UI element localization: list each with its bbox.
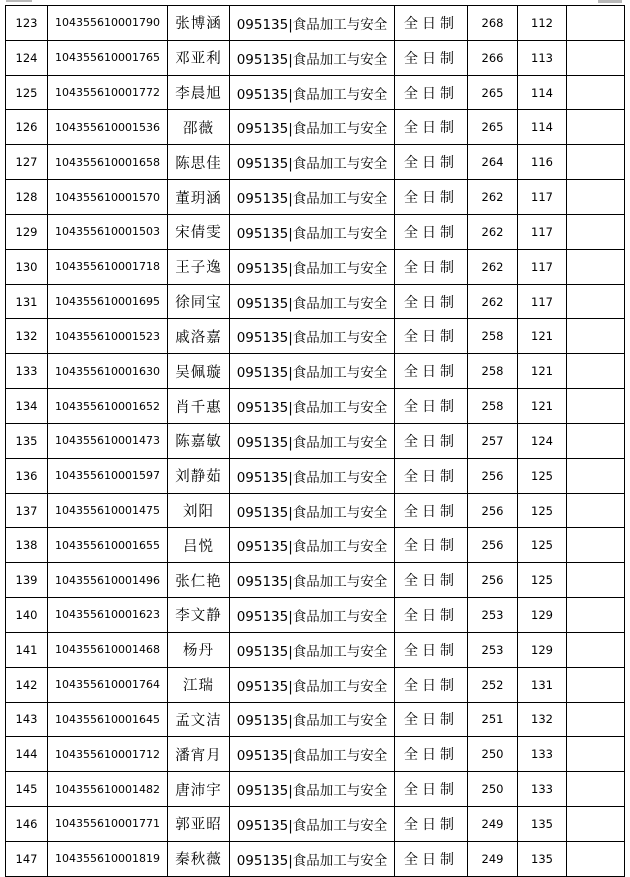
- cell-rank: 114: [518, 110, 567, 145]
- cell-score: 258: [468, 319, 518, 354]
- cell-rank: 133: [518, 737, 567, 772]
- cell-study-mode: 全日制: [395, 458, 468, 493]
- cell-study-mode: 全日制: [395, 528, 468, 563]
- cell-row-number: 131: [6, 284, 48, 319]
- cell-candidate-id: 104355610001652: [48, 389, 168, 424]
- cell-name: 孟文洁: [168, 702, 230, 737]
- cell-note: [567, 598, 625, 633]
- table-row: [6, 145, 625, 180]
- cell-candidate-id: 104355610001772: [48, 75, 168, 110]
- cell-program: 095135|食品加工与安全: [230, 214, 395, 249]
- cell-program: 095135|食品加工与安全: [230, 563, 395, 598]
- cell-rank: 135: [518, 807, 567, 842]
- cell-note: [567, 6, 625, 41]
- cell-rank: 117: [518, 249, 567, 284]
- table-row: [6, 40, 625, 75]
- cell-score: 258: [468, 354, 518, 389]
- cell-program: 095135|食品加工与安全: [230, 180, 395, 215]
- cell-program: 095135|食品加工与安全: [230, 389, 395, 424]
- cell-candidate-id: 104355610001712: [48, 737, 168, 772]
- cell-score: 264: [468, 145, 518, 180]
- cell-name: 吕悦: [168, 528, 230, 563]
- cell-row-number: 147: [6, 841, 48, 876]
- cell-score: 256: [468, 458, 518, 493]
- cell-program: 095135|食品加工与安全: [230, 632, 395, 667]
- table-row: [6, 423, 625, 458]
- admission-list-table: [5, 5, 625, 877]
- cell-study-mode: 全日制: [395, 145, 468, 180]
- cell-row-number: 125: [6, 75, 48, 110]
- cell-program: 095135|食品加工与安全: [230, 6, 395, 41]
- table-row: [6, 284, 625, 319]
- table-row: [6, 841, 625, 876]
- cell-candidate-id: 104355610001475: [48, 493, 168, 528]
- cell-note: [567, 75, 625, 110]
- cell-score: 262: [468, 214, 518, 249]
- cell-study-mode: 全日制: [395, 772, 468, 807]
- cell-rank: 129: [518, 598, 567, 633]
- cell-program: 095135|食品加工与安全: [230, 598, 395, 633]
- cell-note: [567, 145, 625, 180]
- cell-study-mode: 全日制: [395, 423, 468, 458]
- cell-candidate-id: 104355610001658: [48, 145, 168, 180]
- cell-name: 宋倩雯: [168, 214, 230, 249]
- cell-score: 256: [468, 528, 518, 563]
- cell-program: 095135|食品加工与安全: [230, 423, 395, 458]
- cell-program: 095135|食品加工与安全: [230, 40, 395, 75]
- cell-rank: 121: [518, 319, 567, 354]
- table-row: [6, 807, 625, 842]
- cell-name: 唐沛宇: [168, 772, 230, 807]
- cell-note: [567, 632, 625, 667]
- cell-score: 253: [468, 598, 518, 633]
- cell-candidate-id: 104355610001536: [48, 110, 168, 145]
- cell-name: 邵薇: [168, 110, 230, 145]
- cell-study-mode: 全日制: [395, 667, 468, 702]
- cell-note: [567, 110, 625, 145]
- cell-row-number: 127: [6, 145, 48, 180]
- cell-note: [567, 807, 625, 842]
- cell-row-number: 139: [6, 563, 48, 598]
- cell-row-number: 126: [6, 110, 48, 145]
- cell-candidate-id: 104355610001645: [48, 702, 168, 737]
- cell-score: 249: [468, 807, 518, 842]
- table-row: [6, 598, 625, 633]
- cell-row-number: 132: [6, 319, 48, 354]
- cell-candidate-id: 104355610001718: [48, 249, 168, 284]
- cell-candidate-id: 104355610001496: [48, 563, 168, 598]
- cell-candidate-id: 104355610001597: [48, 458, 168, 493]
- cell-note: [567, 458, 625, 493]
- cell-candidate-id: 104355610001482: [48, 772, 168, 807]
- table-row: [6, 772, 625, 807]
- cell-score: 265: [468, 110, 518, 145]
- cell-candidate-id: 104355610001695: [48, 284, 168, 319]
- cell-candidate-id: 104355610001468: [48, 632, 168, 667]
- cell-note: [567, 563, 625, 598]
- cell-rank: 112: [518, 6, 567, 41]
- crop-artifact-right: [598, 0, 622, 3]
- table-row: [6, 249, 625, 284]
- table-row: [6, 458, 625, 493]
- cell-name: 王子逸: [168, 249, 230, 284]
- cell-rank: 121: [518, 354, 567, 389]
- cell-row-number: 130: [6, 249, 48, 284]
- cell-score: 262: [468, 180, 518, 215]
- cell-rank: 121: [518, 389, 567, 424]
- cell-study-mode: 全日制: [395, 737, 468, 772]
- cell-note: [567, 319, 625, 354]
- table-row: [6, 493, 625, 528]
- table-row: [6, 110, 625, 145]
- cell-note: [567, 772, 625, 807]
- table-row: [6, 389, 625, 424]
- cell-program: 095135|食品加工与安全: [230, 737, 395, 772]
- cell-row-number: 124: [6, 40, 48, 75]
- cell-program: 095135|食品加工与安全: [230, 841, 395, 876]
- cell-score: 251: [468, 702, 518, 737]
- cell-row-number: 144: [6, 737, 48, 772]
- cell-score: 253: [468, 632, 518, 667]
- table-row: [6, 6, 625, 41]
- cell-program: 095135|食品加工与安全: [230, 458, 395, 493]
- cell-program: 095135|食品加工与安全: [230, 249, 395, 284]
- cell-row-number: 136: [6, 458, 48, 493]
- table-row: [6, 214, 625, 249]
- cell-candidate-id: 104355610001523: [48, 319, 168, 354]
- cell-program: 095135|食品加工与安全: [230, 528, 395, 563]
- cell-program: 095135|食品加工与安全: [230, 772, 395, 807]
- cell-row-number: 138: [6, 528, 48, 563]
- table-body: [6, 6, 625, 877]
- table-row: [6, 75, 625, 110]
- cell-score: 256: [468, 563, 518, 598]
- cell-study-mode: 全日制: [395, 493, 468, 528]
- cell-row-number: 134: [6, 389, 48, 424]
- cell-rank: 117: [518, 180, 567, 215]
- cell-row-number: 123: [6, 6, 48, 41]
- cell-row-number: 140: [6, 598, 48, 633]
- cell-program: 095135|食品加工与安全: [230, 667, 395, 702]
- cell-rank: 135: [518, 841, 567, 876]
- cell-study-mode: 全日制: [395, 841, 468, 876]
- cell-study-mode: 全日制: [395, 249, 468, 284]
- cell-rank: 117: [518, 214, 567, 249]
- table-row: [6, 632, 625, 667]
- cell-rank: 117: [518, 284, 567, 319]
- cell-candidate-id: 104355610001771: [48, 807, 168, 842]
- cell-program: 095135|食品加工与安全: [230, 702, 395, 737]
- cell-rank: 125: [518, 528, 567, 563]
- cell-score: 265: [468, 75, 518, 110]
- cell-candidate-id: 104355610001790: [48, 6, 168, 41]
- cell-rank: 116: [518, 145, 567, 180]
- cell-rank: 125: [518, 458, 567, 493]
- cell-study-mode: 全日制: [395, 598, 468, 633]
- cell-score: 256: [468, 493, 518, 528]
- cell-note: [567, 667, 625, 702]
- cell-score: 266: [468, 40, 518, 75]
- cell-row-number: 142: [6, 667, 48, 702]
- cell-study-mode: 全日制: [395, 702, 468, 737]
- cell-candidate-id: 104355610001570: [48, 180, 168, 215]
- cell-name: 陈思佳: [168, 145, 230, 180]
- cell-note: [567, 180, 625, 215]
- cell-rank: 129: [518, 632, 567, 667]
- cell-program: 095135|食品加工与安全: [230, 807, 395, 842]
- cell-row-number: 141: [6, 632, 48, 667]
- cell-note: [567, 354, 625, 389]
- cell-name: 肖千惠: [168, 389, 230, 424]
- cell-note: [567, 528, 625, 563]
- cell-name: 张博涵: [168, 6, 230, 41]
- cell-study-mode: 全日制: [395, 807, 468, 842]
- cell-note: [567, 737, 625, 772]
- crop-artifact-left: [6, 0, 32, 2]
- cell-rank: 113: [518, 40, 567, 75]
- cell-study-mode: 全日制: [395, 284, 468, 319]
- cell-row-number: 145: [6, 772, 48, 807]
- cell-row-number: 133: [6, 354, 48, 389]
- cell-name: 吴佩璇: [168, 354, 230, 389]
- cell-row-number: 146: [6, 807, 48, 842]
- cell-study-mode: 全日制: [395, 6, 468, 41]
- table-row: [6, 667, 625, 702]
- cell-program: 095135|食品加工与安全: [230, 493, 395, 528]
- cell-program: 095135|食品加工与安全: [230, 110, 395, 145]
- cell-score: 262: [468, 284, 518, 319]
- cell-row-number: 135: [6, 423, 48, 458]
- cell-rank: 131: [518, 667, 567, 702]
- cell-rank: 125: [518, 493, 567, 528]
- cell-candidate-id: 104355610001623: [48, 598, 168, 633]
- cell-study-mode: 全日制: [395, 180, 468, 215]
- cell-score: 250: [468, 772, 518, 807]
- cell-study-mode: 全日制: [395, 354, 468, 389]
- table-row: [6, 319, 625, 354]
- cell-rank: 125: [518, 563, 567, 598]
- cell-program: 095135|食品加工与安全: [230, 354, 395, 389]
- cell-note: [567, 249, 625, 284]
- cell-candidate-id: 104355610001765: [48, 40, 168, 75]
- cell-rank: 132: [518, 702, 567, 737]
- cell-name: 杨丹: [168, 632, 230, 667]
- table-row: [6, 737, 625, 772]
- cell-name: 江瑞: [168, 667, 230, 702]
- cell-name: 刘静茹: [168, 458, 230, 493]
- cell-study-mode: 全日制: [395, 632, 468, 667]
- cell-rank: 124: [518, 423, 567, 458]
- cell-row-number: 143: [6, 702, 48, 737]
- cell-name: 董玥涵: [168, 180, 230, 215]
- cell-study-mode: 全日制: [395, 110, 468, 145]
- cell-candidate-id: 104355610001764: [48, 667, 168, 702]
- cell-candidate-id: 104355610001630: [48, 354, 168, 389]
- cell-study-mode: 全日制: [395, 389, 468, 424]
- cell-name: 李文静: [168, 598, 230, 633]
- cell-program: 095135|食品加工与安全: [230, 145, 395, 180]
- cell-candidate-id: 104355610001503: [48, 214, 168, 249]
- cell-name: 李晨旭: [168, 75, 230, 110]
- cell-score: 250: [468, 737, 518, 772]
- cell-study-mode: 全日制: [395, 319, 468, 354]
- table-row: [6, 702, 625, 737]
- cell-study-mode: 全日制: [395, 75, 468, 110]
- cell-note: [567, 841, 625, 876]
- cell-program: 095135|食品加工与安全: [230, 319, 395, 354]
- cell-note: [567, 702, 625, 737]
- cell-note: [567, 214, 625, 249]
- cell-score: 252: [468, 667, 518, 702]
- cell-score: 257: [468, 423, 518, 458]
- cell-note: [567, 284, 625, 319]
- cell-note: [567, 389, 625, 424]
- cell-note: [567, 40, 625, 75]
- cell-candidate-id: 104355610001473: [48, 423, 168, 458]
- cell-name: 邓亚利: [168, 40, 230, 75]
- cell-study-mode: 全日制: [395, 214, 468, 249]
- cell-program: 095135|食品加工与安全: [230, 284, 395, 319]
- cell-row-number: 128: [6, 180, 48, 215]
- cell-study-mode: 全日制: [395, 563, 468, 598]
- table-row: [6, 563, 625, 598]
- cell-program: 095135|食品加工与安全: [230, 75, 395, 110]
- cell-name: 刘阳: [168, 493, 230, 528]
- cell-name: 秦秋薇: [168, 841, 230, 876]
- table-row: [6, 180, 625, 215]
- cell-candidate-id: 104355610001655: [48, 528, 168, 563]
- cell-row-number: 129: [6, 214, 48, 249]
- cell-rank: 133: [518, 772, 567, 807]
- cell-candidate-id: 104355610001819: [48, 841, 168, 876]
- cell-name: 陈嘉敏: [168, 423, 230, 458]
- cell-name: 徐同宝: [168, 284, 230, 319]
- table-row: [6, 354, 625, 389]
- cell-score: 262: [468, 249, 518, 284]
- cell-study-mode: 全日制: [395, 40, 468, 75]
- cell-note: [567, 493, 625, 528]
- cell-row-number: 137: [6, 493, 48, 528]
- cell-rank: 114: [518, 75, 567, 110]
- cell-score: 268: [468, 6, 518, 41]
- cell-note: [567, 423, 625, 458]
- cell-score: 249: [468, 841, 518, 876]
- cell-name: 潘宵月: [168, 737, 230, 772]
- table-row: [6, 528, 625, 563]
- cell-name: 张仁艳: [168, 563, 230, 598]
- cell-name: 戚洛嘉: [168, 319, 230, 354]
- cell-score: 258: [468, 389, 518, 424]
- cell-name: 郭亚昭: [168, 807, 230, 842]
